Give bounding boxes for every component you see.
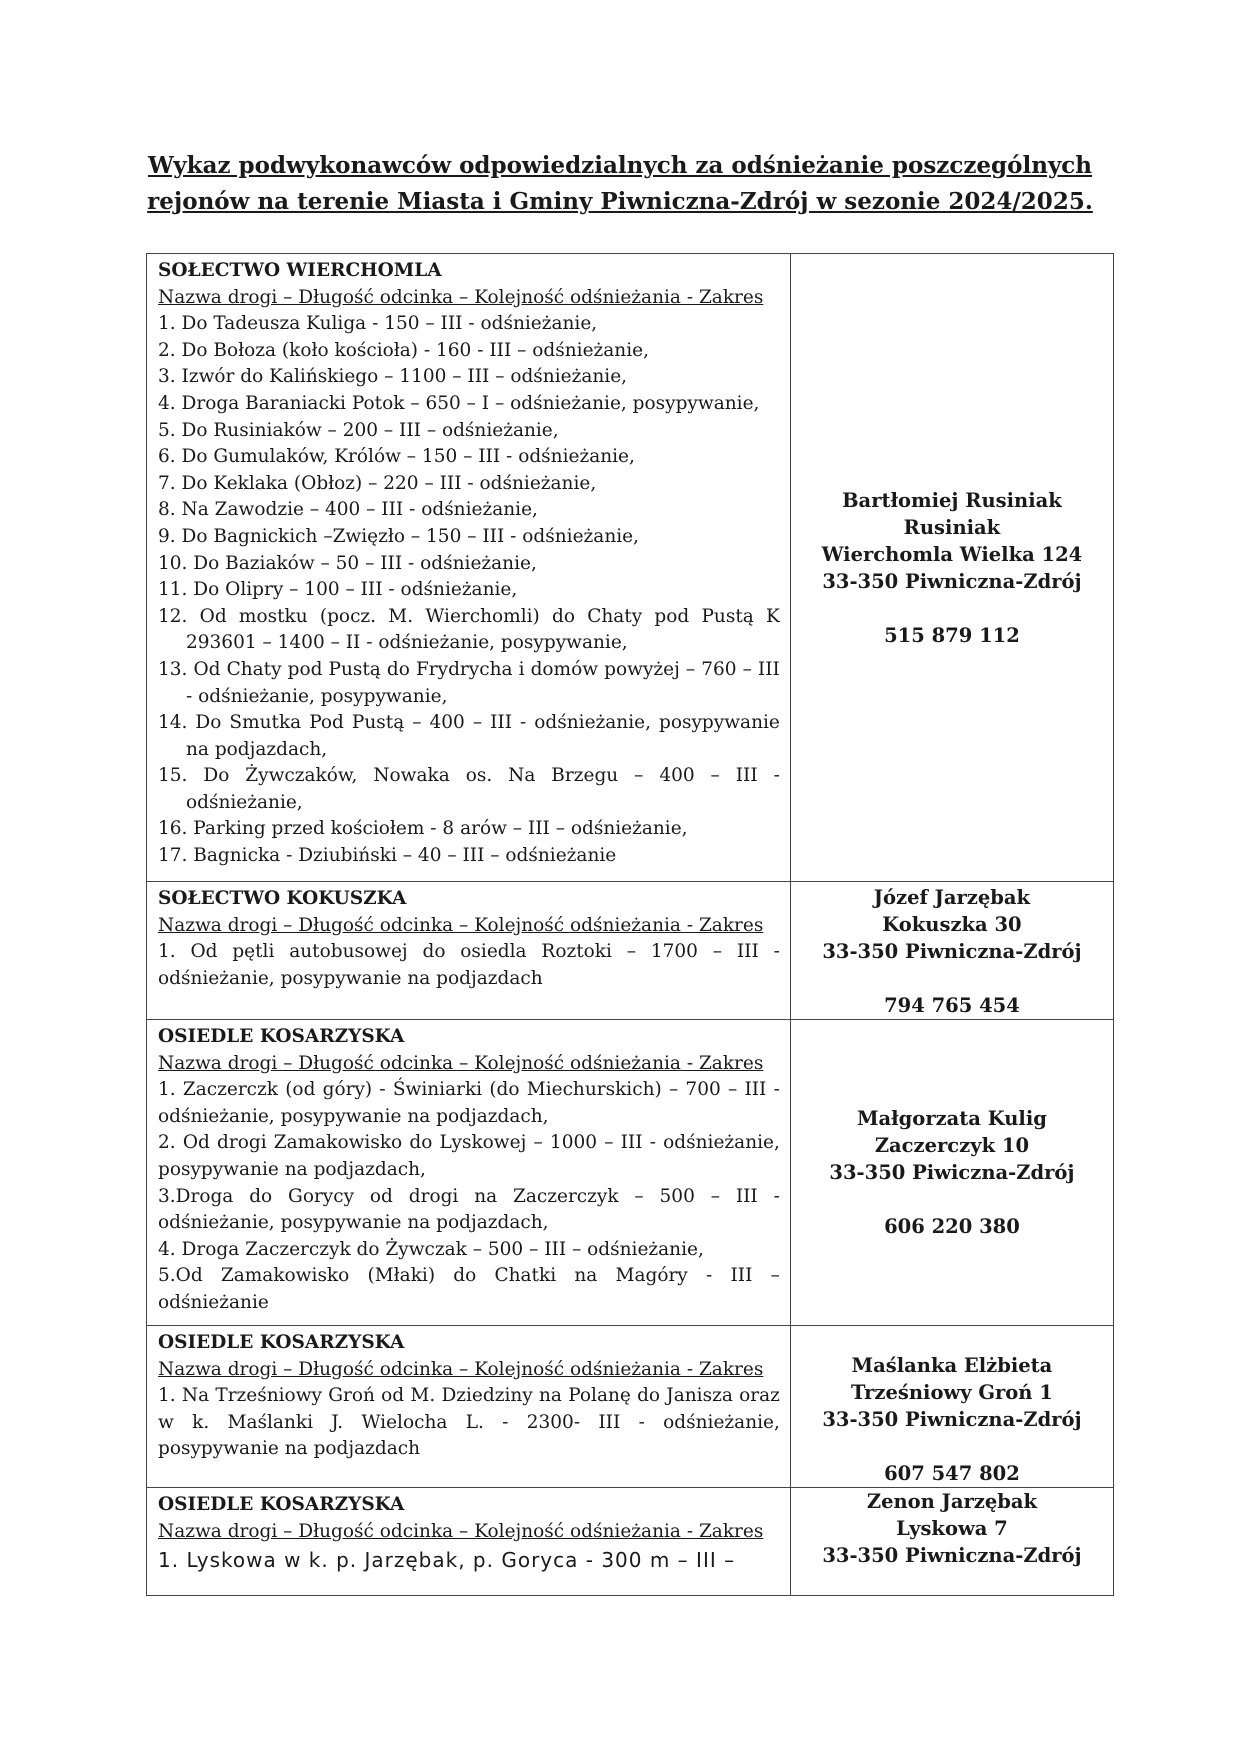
list-item: 2. Do Bołoza (koło kościoła) - 160 - III – odśnieżanie, bbox=[158, 339, 649, 361]
table-row bbox=[147, 254, 1114, 882]
contractor-name-2: Rusiniak bbox=[903, 515, 1001, 539]
title-line-1: Wykaz podwykonawców odpowiedzialnych za odśnieżanie poszczególnych bbox=[147, 152, 1093, 179]
list-item: 1. Od pętli autobusowej do osiedla Roztoki – 1700 – III - odśnieżanie, posypywanie na podjazdach bbox=[158, 941, 780, 989]
contractor-phone: 606 220 380 bbox=[884, 1215, 1020, 1238]
contractors-table bbox=[146, 253, 1114, 1596]
roads-cell bbox=[147, 254, 791, 882]
list-item: 1. Do Tadeusza Kuliga - 150 – III - odśnieżanie, bbox=[158, 313, 598, 335]
section-name: OSIEDLE KOSARZYSKA bbox=[158, 1494, 405, 1515]
list-item: 4. Droga Zaczerczyk do Żywczak – 500 – III – odśnieżanie, bbox=[158, 1238, 704, 1260]
contractor-cell bbox=[790, 254, 1113, 882]
list-item: 3.Droga do Gorycy od drogi na Zaczerczyk – 500 – III - odśnieżanie, posypywanie na podjazdach, bbox=[158, 1185, 780, 1234]
section-name: SOŁECTWO KOKUSZKA bbox=[158, 888, 407, 909]
list-item: 17. Bagnicka - Dziubiński – 40 – III – odśnieżanie bbox=[158, 845, 617, 867]
contractor-city: 33-350 Piwiczna-Zdrój bbox=[829, 1161, 1075, 1184]
contractor-address: Zaczerczyk 10 bbox=[874, 1134, 1030, 1157]
list-item: 5. Do Rusiniaków – 200 – III – odśnieżanie, bbox=[158, 419, 559, 441]
list-item: 7. Do Keklaka (Obłoz) – 220 – III - odśnieżanie, bbox=[158, 472, 597, 494]
roads-cell bbox=[147, 882, 791, 1020]
contractor-cell bbox=[790, 1020, 1113, 1326]
contractor-name: Małgorzata Kulig bbox=[856, 1107, 1047, 1130]
list-item: 10. Do Baziaków – 50 – III - odśnieżanie, bbox=[158, 552, 537, 574]
contractor-phone: 794 765 454 bbox=[884, 994, 1020, 1017]
table-row bbox=[147, 1326, 1114, 1488]
table-row bbox=[147, 1020, 1114, 1326]
contractor-address: Trześniowy Groń 1 bbox=[851, 1381, 1053, 1404]
table-row bbox=[147, 882, 1114, 1020]
list-item: 3. Izwór do Kalińskiego – 1100 – III – odśnieżanie, bbox=[158, 366, 628, 388]
column-header: Nazwa drogi – Długość odcinka – Kolejność odśnieżania - Zakres bbox=[158, 1520, 764, 1542]
title-line-2: rejonów na terenie Miasta i Gminy Piwniczna-Zdrój w sezonie 2024/2025. bbox=[147, 188, 1093, 215]
contractor-phone: 607 547 802 bbox=[884, 1462, 1020, 1485]
contractor-cell bbox=[790, 882, 1113, 1020]
contractor-phone: 515 879 112 bbox=[884, 623, 1020, 647]
list-item: 12. Od mostku (pocz. M. Wierchomli) do Chaty pod Pustą K 293601 – 1400 – II - odśnieżanie, posypywanie, bbox=[158, 605, 780, 654]
contractor-name: Józef Jarzębak bbox=[873, 886, 1031, 909]
contractor-address: Kokuszka 30 bbox=[882, 913, 1022, 936]
list-item: 5.Od Zamakowisko (Młaki) do Chatki na Magóry - III – odśnieżanie bbox=[158, 1265, 780, 1313]
contractor-city: 33-350 Piwniczna-Zdrój bbox=[822, 569, 1082, 593]
roads-cell bbox=[147, 1488, 791, 1596]
contractor-address: Lyskowa 7 bbox=[896, 1517, 1008, 1540]
table-row bbox=[147, 1488, 1114, 1596]
section-name: OSIEDLE KOSARZYSKA bbox=[158, 1332, 405, 1353]
document-title bbox=[130, 148, 1110, 220]
list-item: 11. Do Olipry – 100 – III - odśnieżanie, bbox=[158, 579, 518, 601]
contractor-cell bbox=[790, 1326, 1113, 1488]
list-item: 2. Od drogi Zamakowisko do Lyskowej – 1000 – III - odśnieżanie, posypywanie na podjazdach, bbox=[158, 1132, 780, 1180]
contractor-name: Maślanka Elżbieta bbox=[851, 1354, 1053, 1377]
list-item: 4. Droga Baraniacki Potok – 650 – I – odśnieżanie, posypywanie, bbox=[158, 392, 760, 414]
list-item: 8. Na Zawodzie – 400 – III - odśnieżanie, bbox=[158, 499, 538, 521]
column-header: Nazwa drogi – Długość odcinka – Kolejność odśnieżania - Zakres bbox=[158, 914, 764, 936]
list-item: 15. Do Żywczaków, Nowaka os. Na Brzegu – 400 – III - odśnieżanie, bbox=[158, 765, 780, 813]
contractor-city: 33-350 Piwniczna-Zdrój bbox=[822, 940, 1082, 963]
contractor-city: 33-350 Piwniczna-Zdrój bbox=[822, 1544, 1082, 1567]
contractor-address: Wierchomla Wielka 124 bbox=[821, 542, 1083, 566]
contractor-cell bbox=[790, 1488, 1113, 1596]
roads-cell bbox=[147, 1326, 791, 1488]
list-item: 9. Do Bagnickich –Zwięzło – 150 – III - odśnieżanie, bbox=[158, 525, 639, 547]
contractor-name: Zenon Jarzębak bbox=[866, 1490, 1038, 1513]
column-header: Nazwa drogi – Długość odcinka – Kolejność odśnieżania - Zakres bbox=[158, 1052, 764, 1074]
column-header: Nazwa drogi – Długość odcinka – Kolejność odśnieżania - Zakres bbox=[158, 286, 764, 308]
list-item: 13. Od Chaty pod Pustą do Frydrycha i domów powyżej – 760 – III - odśnieżanie, posypywanie, bbox=[158, 658, 780, 707]
list-item: 1. Zaczerczk (od góry) - Świniarki (do Miechurskich) – 700 – III - odśnieżanie, posypywanie na podjazdach, bbox=[158, 1079, 780, 1127]
contractor-city: 33-350 Piwniczna-Zdrój bbox=[822, 1408, 1082, 1431]
list-item: 1. Lyskowa w k. p. Jarzębak, p. Goryca - 300 m – III – bbox=[158, 1548, 736, 1573]
list-item: 16. Parking przed kościołem - 8 arów – III – odśnieżanie, bbox=[158, 818, 688, 840]
roads-cell bbox=[147, 1020, 791, 1326]
contractor-name: Bartłomiej Rusiniak bbox=[842, 488, 1062, 512]
section-name: SOŁECTWO WIERCHOMLA bbox=[158, 260, 442, 281]
column-header: Nazwa drogi – Długość odcinka – Kolejność odśnieżania - Zakres bbox=[158, 1358, 764, 1380]
list-item: 1. Na Trześniowy Groń od M. Dziedziny na Polanę do Janisza oraz w k. Maślanki J. Wielocha L. - 2300- III - odśnieżanie, posypywanie na podjazdach bbox=[158, 1385, 780, 1460]
list-item: 6. Do Gumulaków, Królów – 150 – III - odśnieżanie, bbox=[158, 446, 635, 468]
list-item: 14. Do Smutka Pod Pustą – 400 – III - odśnieżanie, posypywanie na podjazdach, bbox=[158, 712, 780, 760]
section-name: OSIEDLE KOSARZYSKA bbox=[158, 1026, 405, 1047]
